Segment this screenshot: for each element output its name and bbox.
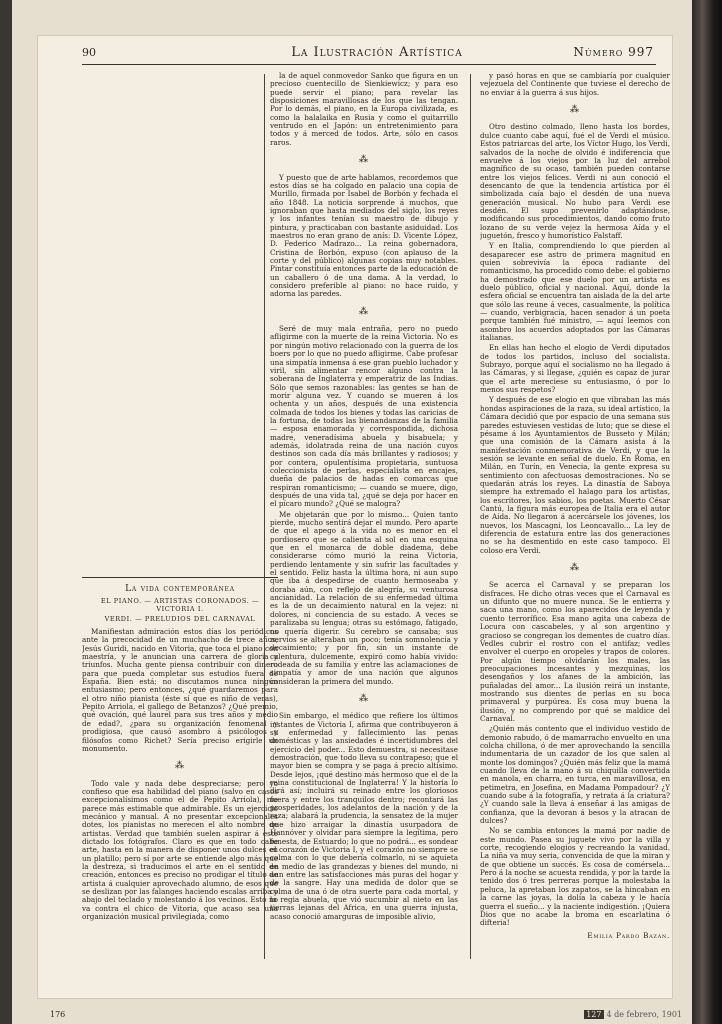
- section-rule: [82, 577, 278, 578]
- asterism-divider: ⁂: [570, 563, 580, 573]
- scan-footer: [50, 1010, 682, 1024]
- author-signature: Emilia Pardo Bazán.: [587, 930, 670, 940]
- asterism-divider: ⁂: [359, 155, 369, 166]
- paragraph: Y puesto que de arte hablamos, recordemos que estos días se ha colgado en palacio una copia de Murillo, firmada por Isabel de Borbón y fechada el año 1848. La noticia sorprende á muchos, que ignoraban que hasta mediados del siglo, los reyes y los infantes tenían su maestro de dibujo y pintura, y practicaban con bastante asiduidad. Los maestros no eran grano de anís: D. Vicente López, D. Federico Madrazo... La reina gobernadora, Cristina de Borbón, expuso (con aplauso de la corte y del público) algunas copias muy notables. Pintar constituía entonces parte de la educación de un caballero ó de una dama. A la verdad, lo considero preferible al piano: no hace ruido, y adorna las paredes.: [270, 172, 458, 299]
- asterism-divider: ⁂: [359, 693, 369, 704]
- section-title: La vida contemporánea: [125, 584, 235, 594]
- issue-number: Número 997: [573, 45, 654, 59]
- paragraph: Se acerca el Carnaval y se preparan los disfraces. He dicho otras veces que el Carnaval es un difunto que no muere nunca. Se le entierra y saca una mano, como los aparecidos de leyenda y cuento terrorífico. Esa mano agita una cabeza de Locura con cascabeles, y al son argentino y gracioso se congregan los dementes de cuatro días. Vedles cubrir el rostro con el antifaz; vedles envolver el cuerpo en oropeles y trapos de colores. Por algún tiempo olvidarán los males, las preocupaciones incesantes y mezquinas, los desengaños y los afanes de la ambición, las puñaladas del amor... La ilusión reirá un instante, mostrando sus dientes de perlas en su boca primaveral y purpúrea. Es cosa muy buena la ilusión, y no comprendo por qué se maldice del Carnaval.: [480, 580, 670, 723]
- paragraph: y pasó horas en que se cambiaría por cualquier vejezuela del Continente que tuviese el derecho de no enviar á la guerra á sus hijos.: [480, 72, 670, 97]
- paragraph: En ellas han hecho el elogio de Verdi diputados de todos los partidos, incluso del socialista. Subrayo, porque aquí el socialismo no ha llegado á las Cámaras, y si llegase, ¿quién es capaz de jurar que el arte mereciese su entusiasmo, ó por lo menos sus respetos?: [480, 343, 670, 395]
- section-subtitle: EL PIANO. — ARTISTAS CORONADOS. — VICTORIA I.: [100, 597, 260, 613]
- column-middle: [270, 72, 458, 960]
- page-number: 90: [82, 46, 96, 59]
- date-stamp: [584, 1010, 682, 1019]
- stamp-date: 4 de febrero, 1901: [606, 1010, 682, 1019]
- asterism-divider: ⁂: [570, 105, 580, 116]
- column-divider: [264, 74, 265, 959]
- folio-number: 176: [50, 1010, 66, 1019]
- paragraph: Seré de muy mala entraña, pero no puedo afligirme con la muerte de la reina Victoria. No es por ningún motivo relacionado con la guerra de los boers por lo que no puedo afligirme. Cabe profesar una simpatía inmensa á ese gran pueblo luchador y viril, sin alimentar rencor alguno contra la soberana de Inglaterra y emperatriz de las Indias. Sólo que semos razonables: las gentes se han de morir alguna vez. Y cuando se mueren á los ochenta y un años, después de una existencia colmada de todos los bienes y todas las caricias de la fortuna, de todas las bienandanzas de la familia — esposa enamorada y correspondida, dichosa madre, veneradísima abuela y bisabuela; y además, idolatrada reina de una nación cuyos destinos son cada día más brillantes y radiosos; y por contera, opulentísima propietaria, suntuosa coleccionista de perlas, especialista en encajes, dueña de palacios de hadas en comarcas que respiran romanticismo; — cuando se muere, digo, después de una vida tal, ¿qué se deja por hacer en el pícaro mundo? ¿Qué se malogra?: [270, 324, 458, 509]
- book-binding-edge: [692, 0, 722, 1024]
- column-right: [480, 72, 670, 960]
- section-subtitle-2: VERDI. — PRELUDIOS DEL CARNAVAL: [104, 614, 256, 623]
- paragraph: Otro destino colmado, lleno hasta los bordes, dulce cuanto cabe aquí, fué el de Verdi el músico. Estos patriarcas del arte, los Víctor Hugo, los Verdi, salvados de la noche de olvido é indiferencia que envuelve á los viejos por la luz del arrebol magnífico de su ocaso, también pueden contarse entre los viejos felices. Verdi ni aun conoció el desencanto de que la tendencia artística por él simbolizada caía bajo el desdén de una nueva generación musical. No hubo para Verdi ese desdén. El supo prevenirlo adaptándose, modificando sus procedimientos, dando como fruto lozano de su verde vejez la hermosa Aída y el juguetón, fresco y humorístico Falstaff.: [480, 122, 670, 240]
- paragraph: Y en Italia, comprendiendo lo que pierden al desaparecer ese astro de primera magnitud en quien sobrevivía la época radiante del romanticismo, ha procedido como debe: el gobierno ha demostrado que ese duelo por un artista es duelo público, oficial y nacional. Aquí, donde la esfera oficial se encuentra tan aislada de la del arte que sólo las reune á veces, casualmente, la política — cuando, verbigracia, hacen senador á un poeta porque también fué ministro, — aquí leemos con asombro los acuerdos adoptados por las Cámaras italianas.: [480, 241, 670, 343]
- column-left: [82, 72, 278, 964]
- column-divider: [470, 74, 471, 959]
- paragraph: ¿Quién más contento que el individuo vestido de demonio rabudo, ó de mamarracho envuelto en una colcha chillona, ó de mer aprovechando la sencilla indumentaria de un cazador de los que salen al monte los domingos? ¿Quién más feliz que la mamá cuando lleva de la mano á su chiquilla convertida en manola, en charra, en turca, en maravillosa, en petimetra, en Josefina, en Madama Pompadour? ¿Y cuando sube á la fotografía, y retrata á la criatura? ¿Y cuando sale la lleva á enseñar á las amigas de confianza, que la devoran á besos y la atracan de dulces?: [480, 724, 670, 826]
- paragraph: la de aquel conmovedor Sanko que figura en un precioso cuentecillo de Sienkiewicz; y para eso puede servir el piano; para revelar las disposiciones maravillosas de los que las tengan. Por lo demás, el piano, en la Europa civilizada, es como la balalaika en Rusia y como el guitarrillo ventrudo en el Japón: un entretenimiento para todos y á merced de todos. Arte, sólo en casos raros.: [270, 72, 458, 147]
- header-rule: [82, 64, 656, 65]
- paragraph: No se cambia entonces la mamá por nadie de este mundo. Pasea su juguete vivo por la villa y corte, recogiendo elogios y recreando la vanidad. La niña va muy seria, convencida de que la miran y de que obtiene un succés. Es cosa de comérsela... Pero á la noche se acuesta rendida, y por la tarde la tenido dos ó tres perreras porque la molestaba la peluca, la apretaban los zapatos, se la hincaban en la carne las joyas, la dolía la cabeza y le hacía guerra el sueño... y la naciente indigestión. ¡Quiera Dios que no acabe la broma en escarlatina ó difteria!: [480, 826, 670, 928]
- paragraph: Y después de ese elogio en que vibraban las más hondas aspiraciones de la raza, su ideal artístico, la Cámara decidió que por espacio de una semana sus paredes estuviesen vestidas de luto; que se diese el pésame á los Ayuntamientos de Busseto y Milán; que una comisión de la Cámara asista á la manifestación conmemorativa de Verdi, y que la sesión se levante en señal de duelo. En Roma, en Milán, en Turín, en Venecia, la gente expresa su sentimiento con afectuosas demostraciones. No se quedarán atrás los reyes. La dinastía de Saboya siempre ha extremado el halago para los artistas, los escritores, los sabios, los poetas. Muerto César Cantú, la figura más europea de Italia era el autor de Aída. No llegaron á acercársele los jóvenes, los nuevos, los Mascagni, los Leoncavallo... La ley de diferencia de estatura entre las dos generaciones no se ha desmentido en este caso tampoco. El coloso era Verdi.: [480, 395, 670, 555]
- paragraph: Me objetarán que por lo mismo... Quien tanto pierde, mucho sentirá dejar el mundo. Pero aparte de que el apego á la vida no es menor en el pordiosero que se calienta al sol en una esquina que en el monarca de doble diadema, debe considerarse cómo murió la reina Victoria, perdiendo lentamente y sin sufrir las facultades y el sentido. Feliz hasta la última hora, ni aun supo que iba á despedirse de cuanto hermoseaba y doraba aún, con reflejo de alegría, su venturosa ancianidad. La relación de su enfermedad última es la de un decaimiento natural en la vejez: ni dolores, ni conciencia de su estado. A veces se paralizaba su lengua; otras su estómago, fatigado, no quería digerir. Su cerebro se cansaba; sus nervios se alteraban un poco; tenía somnolencia y decaimiento; y por fin, sin un instante de calentura, dulcemente, expiró como había vivido: rodeada de su familia y entre las aclamaciones de simpatía y amor de una nación que algunos consideran la primera del mundo.: [270, 509, 458, 686]
- asterism-divider: ⁂: [175, 761, 185, 772]
- journal-title: La Ilustración Artística: [291, 45, 463, 60]
- paragraph: Sin embargo, el médico que refiere los últimos instantes de Victoria I, afirma que contribuyeron á su enfermedad y fallecimiento las penas domésticas y las ansiedades é incertidumbres del ejercicio del poder... Esto demuestra, si necesitase demostración, que todo lleva su contrapeso; que el mayor bien se compra y se paga á precio altísimo. Desde lejos, ¡qué destino más hermoso que el de la reina constitucional de Inglaterra! Y la historia lo dirá así; incluirá su reinado entre los gloriosos fuera y entre los tranquilos dentro; recontará las prosperidades, los adelantos de la nación y de la raza; alabará la prudencia, la sensatez de la mujer que hizo arraigar la dinastía usurpadora de Hannóver y olvidar para siempre la legítima, pero funesta, de Estuardo; lo que no podrá... es sondear el corazón de Victoria I, y el corazón no siempre se colma con lo que debería colmarlo, ni se aquieta en medio de las grandezas y bienes del mundo, ni aun entre las satisfacciones más puras del hogar y de la sangre. Hay una medida de dolor que se colma de una ó de otra suerte para cada mortal, y la regia abuela, que vió sucumbir al nieto en las tierras lejanas del Africa, en una guerra injusta, acaso conoció amarguras de imposible alivio,: [270, 711, 458, 921]
- paragraph: Todo vale y nada debe despreciarse; pero yo confieso que esa habilidad del piano (salvo en casos excepcionalísimos como el de Pepito Arriola), me parece más estimable que admirable. Es un ejercicio mecánico y manual. A no presentar excepcionales dotes, los pianistas no merecen el alto nombre de artistas. Verdad que también suelen aspirar á este dictado los fotógrafos. Claro es que en todo cabe arte, hasta en la manera de disponer unos dulces en un platillo; pero sí por arte se entiende algo más que la destreza, si traducimos el arte en el sentido de creación, entonces es preciso no prodigar el título de artista á cualquier aprovechado alumno, de esos que se deslizan por las falanges haciendo escalas arriba y abajo del teclado y molestando á los vecinos. Esto no va contra el chico de Vitoria, que acaso sea una organización musical privilegiada, como: [82, 778, 278, 922]
- asterism-divider: ⁂: [359, 306, 369, 317]
- column-left-blank-area: [82, 72, 278, 577]
- stamp-box: 127: [586, 1010, 602, 1019]
- magazine-page: [38, 36, 672, 998]
- running-head: [82, 42, 672, 64]
- paragraph: Manifiestan admiración estos días los periódicos ante la precocidad de un muchacho de trece años, Jesús Guridi, nacido en Vitoria, que toca el piano con maestría, y le anuncian una carrera de gloria y triunfos. Mucha gente piensa contribuir con dinero para que pueda completar sus estudios fuera de España. Bien está; no discutamos nunca ningún entusiasmo; pero entonces, ¿qué guardaremos para el otro niño pianista (éste sí que es niño de veras), Pepito Arriola, el gallego de Betanzos? ¿Qué premio, qué ovación, qué laurel para sus tres años y medio de edad?, ¿para su organización fenomenal y prodigiosa, que causó asombro á psicólogos y filósofos como Richet? Sería preciso erigirle un monumento.: [82, 627, 278, 753]
